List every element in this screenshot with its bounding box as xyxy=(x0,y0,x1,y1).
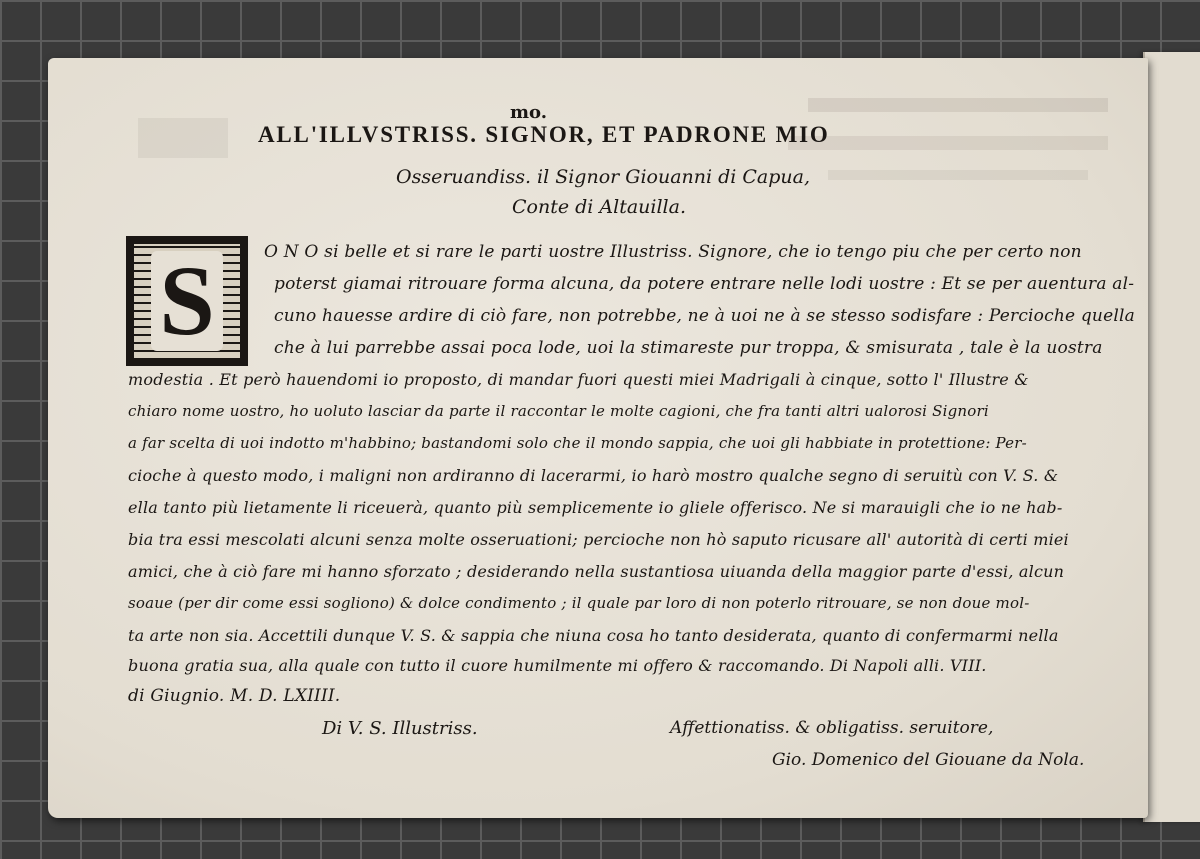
body-line: amici, che à ciò fare mi hanno sforzato ; desiderando nella sustantiosa uiuanda della maggior parte d'essi, alcun xyxy=(128,562,1065,581)
dedication-heading: ALL'ILLVSTRISS. SIGNOR, ET PADRONE MIO xyxy=(258,122,830,147)
heading-fragment: mo. xyxy=(510,102,548,123)
body-line: cuno hauesse ardire di ciò fare, non potrebbe, ne à uoi ne à se stesso sodisfare : Percioche quella xyxy=(274,306,1135,326)
body-line: chiaro nome uostro, ho uoluto lasciar da parte il raccontar le molte cagioni, che fra tanti altri ualorosi Signori xyxy=(128,402,989,420)
show-through-shape xyxy=(788,136,1108,150)
body-line: ella tanto più lietamente li riceuerà, quanto più semplicemente io gliele offerisco. Ne si marauigli che io ne hab- xyxy=(128,498,1063,517)
initial-frame xyxy=(134,244,240,358)
body-line: bia tra essi mescolati alcuni senza molte osseruationi; percioche non hò saputo ricusare all' autorità di certi miei xyxy=(128,530,1069,549)
body-line: che à lui parrebbe assai poca lode, uoi la stimareste pur troppa, & smisurata , tale è la uostra xyxy=(274,338,1103,358)
body-line: modestia . Et però hauendomi io proposto, di mandar fuori questi miei Madrigali à cinque, sotto l' Illustre & xyxy=(128,370,1029,389)
show-through-shape xyxy=(828,170,1088,180)
signature-line: Gio. Domenico del Giouane da Nola. xyxy=(772,750,1085,770)
closing-servant: Affettionatiss. & obligatiss. seruitore, xyxy=(670,718,994,738)
closing-salutation: Di V. S. Illustriss. xyxy=(322,718,478,739)
body-line: soaue (per dir come essi sogliono) & dolce condimento ; il quale par loro di non poterlo ritrouare, se non doue mol- xyxy=(128,594,1030,612)
dedicatee-name: Osseruandiss. il Signor Giouanni di Capua, xyxy=(396,166,811,188)
body-line: cioche à questo modo, i maligni non ardiranno di lacerarmi, io harò mostro qualche segno di seruitù con V. S. & xyxy=(128,466,1059,485)
document-page xyxy=(48,58,1148,818)
dedicatee-title: Conte di Altauilla. xyxy=(512,196,687,218)
body-line: O N O si belle et si rare le parti uostre Illustriss. Signore, che io tengo piu che per certo non xyxy=(264,242,1082,262)
body-line: ta arte non sia. Accettili dunque V. S. & sappia che niuna cosa ho tanto desiderata, quanto di confermarmi nella xyxy=(128,626,1059,645)
decorated-initial xyxy=(126,236,248,366)
body-line: a far scelta di uoi indotto m'habbino; bastandomi solo che il mondo sappia, che uoi gli habbiate in protettione: Per- xyxy=(128,434,1027,452)
body-line: poterst giamai ritrouare forma alcuna, da potere entrare nelle lodi uostre : Et se per auentura al- xyxy=(274,274,1135,294)
body-line: di Giugnio. M. D. LXIIII. xyxy=(128,686,341,706)
initial-letter: S xyxy=(151,251,223,351)
show-through-shape xyxy=(808,98,1108,112)
adjacent-page xyxy=(1143,52,1200,822)
show-through-shape xyxy=(138,118,228,158)
body-line: buona gratia sua, alla quale con tutto il cuore humilmente mi offero & raccomando. Di Napoli alli. VIII. xyxy=(128,656,987,675)
